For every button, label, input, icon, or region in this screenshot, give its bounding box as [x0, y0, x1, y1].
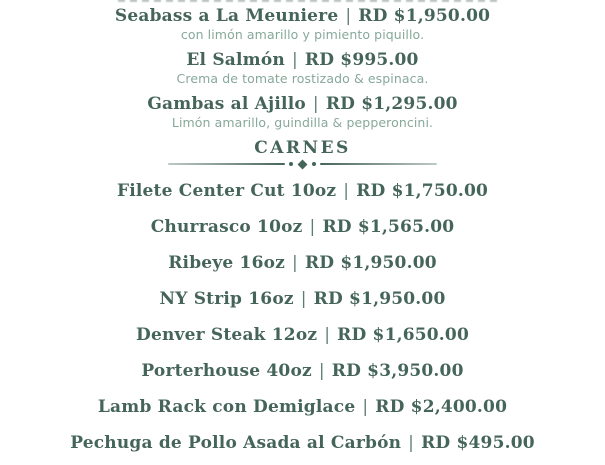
price-separator: | — [408, 433, 415, 453]
item-name: Lamb Rack con Demiglace — [97, 397, 356, 417]
item-name: Filete Center Cut 10oz — [116, 181, 337, 201]
item-name: Pechuga de Pollo Asada al Carbón — [70, 433, 402, 453]
section-divider — [0, 160, 605, 168]
item-name: Ribeye 16oz — [168, 253, 285, 273]
price-separator: | — [292, 253, 298, 273]
item-name: El Salmón — [186, 50, 285, 70]
price-separator: | — [343, 181, 350, 201]
price-separator: | — [300, 289, 307, 309]
menu-item-line — [0, 182, 605, 201]
price-separator: | — [318, 361, 325, 381]
price-separator: | — [312, 94, 319, 114]
item-name: Gambas al Ajillo — [147, 94, 306, 114]
menu-item — [0, 182, 605, 201]
menu-item — [0, 218, 605, 237]
menu-item-line — [0, 7, 605, 26]
menu-item-line — [0, 362, 605, 381]
item-name: NY Strip 16oz — [159, 289, 294, 309]
item-price: RD $3,950.00 — [331, 361, 464, 381]
price-separator: | — [324, 325, 331, 345]
menu-item — [0, 326, 605, 345]
section-header — [0, 139, 605, 168]
menu-item-line — [0, 398, 605, 417]
item-description: Limón amarillo, guindilla & pepperoncini. — [171, 115, 434, 130]
menu-item — [0, 290, 605, 309]
item-price: RD $1,650.00 — [337, 325, 469, 345]
price-separator: | — [309, 217, 316, 237]
divider-line — [168, 163, 285, 165]
item-price: RD $995.00 — [304, 50, 419, 70]
menu-item — [0, 51, 605, 86]
item-description: Crema de tomate rostizado & espinaca. — [176, 71, 429, 86]
item-price: RD $1,950.00 — [313, 289, 446, 309]
item-price: RD $2,400.00 — [375, 397, 508, 417]
menu-item-line — [0, 254, 605, 273]
menu-item-line — [0, 326, 605, 345]
price-separator: | — [291, 50, 298, 70]
divider-line — [320, 163, 437, 165]
item-price: RD $1,750.00 — [356, 181, 489, 201]
section-title: CARNES — [254, 138, 351, 158]
price-separator: | — [362, 397, 369, 417]
item-name: Seabass a La Meuniere — [114, 6, 339, 26]
item-price: RD $1,950.00 — [304, 253, 437, 273]
carnes-list — [0, 182, 605, 453]
menu-item — [0, 362, 605, 381]
item-price: RD $495.00 — [421, 433, 535, 453]
menu-item-line — [0, 290, 605, 309]
divider-diamond-icon — [298, 159, 308, 169]
cropped-text-remnant — [118, 0, 498, 2]
menu-item-line — [0, 95, 605, 114]
menu-item — [0, 254, 605, 273]
item-price: RD $1,950.00 — [358, 6, 491, 26]
menu-item — [0, 434, 605, 453]
menu-item — [0, 95, 605, 130]
menu-item-line — [0, 51, 605, 70]
item-name: Churrasco 10oz — [150, 217, 303, 237]
menu-item — [0, 398, 605, 417]
item-name: Denver Steak 12oz — [136, 325, 318, 345]
menu-item-line — [0, 218, 605, 237]
item-price: RD $1,295.00 — [325, 94, 458, 114]
item-description: con limón amarillo y pimiento piquillo. — [180, 27, 425, 42]
menu-item — [0, 7, 605, 42]
item-price: RD $1,565.00 — [322, 217, 455, 237]
menu-item-line — [0, 434, 605, 453]
item-name: Porterhouse 40oz — [141, 361, 312, 381]
divider-dot — [312, 162, 316, 166]
divider-dot — [289, 162, 293, 166]
price-separator: | — [345, 6, 352, 26]
